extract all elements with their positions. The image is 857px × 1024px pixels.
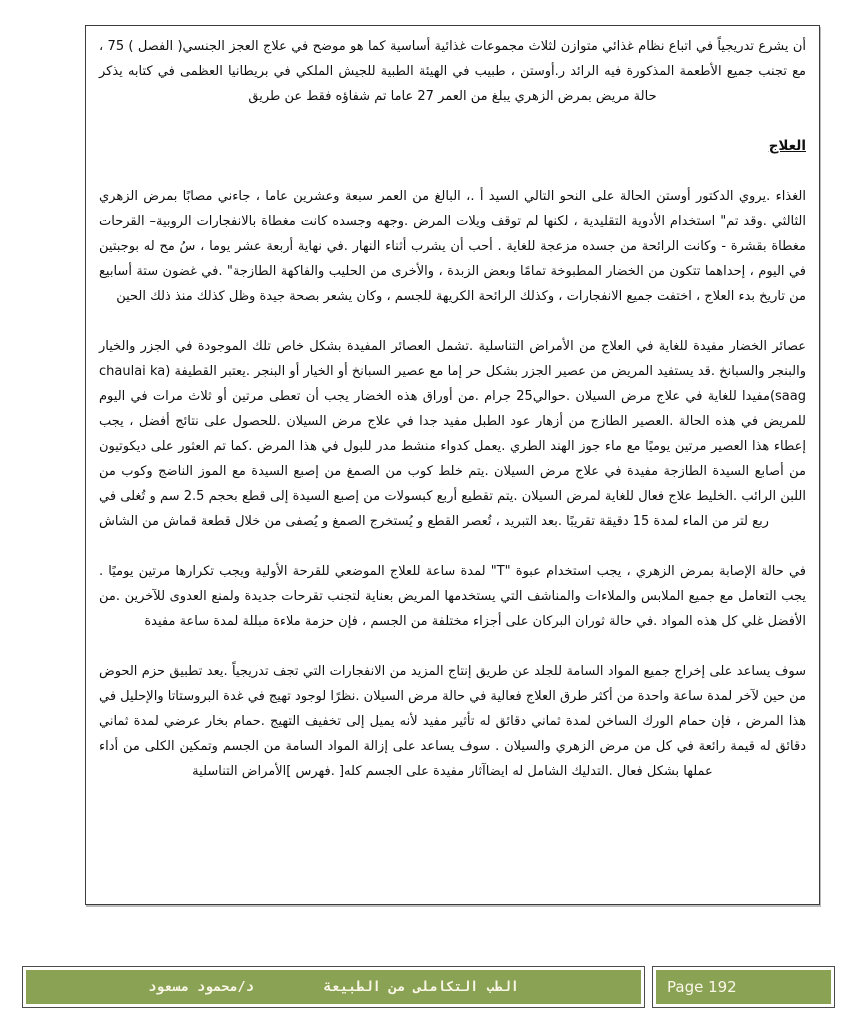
body-paragraph-vegetable-juices: عصائر الخضار مفيدة للغاية في العلاج من الأمراض التناسلية .تشمل العصائر المفيدة بشكل خاص تلك الموجودة في الجزر والخيار والبنجر والسبانخ .قد يستفيد المريض من عصير الجزر بشكل حر إما مع عصير السبانخ أو الخيار أو البنجر .يعتبر القطيفة (chaulai ka saag)مفيدا للغاية في علاج مرض السيلان .حوالي25 جرام .من أوراق هذه الخضار يجب أن تعطى مرتين أو ثلاث مرات في اليوم للمريض في هذه الحالة .العصير الطازج من أزهار عود الطبل مفيد جدا في علاج مرض السيلان .للحصول على نتائج أفضل ، يجب إعطاء هذا العصير مرتين يوميًا مع ماء جوز الهند الطري .يعمل كدواء منشط مدر للبول في هذا المرض .كما تم العثور على ديكوتيون من أصابع السيدة الطازجة مفيدة في علاج مرض السيلان .يتم خلط كوب من الصمغ من إصبع السيدة مع الموز الناضج وكوب من اللبن الرائب .الخليط علاج فعال للغاية لمرض السيلان .يتم تقطيع أربع كبسولات من إصبع السيدة إلى قطع بحجم 2.5 سم و تُغلى في ربع لتر من الماء لمدة 15 دقيقة تقريبًا .بعد التبريد ، تُعصر القطع و يُستخرج الصمغ و يُصفى من خلال قطعة قماش من الشاش <box>99 339 806 529</box>
footer-title-box <box>22 966 645 1008</box>
footer-page-bar <box>656 970 831 1004</box>
footer-title-bar <box>26 970 641 1004</box>
footer-page-box <box>652 966 835 1008</box>
footer-author: د/محمود مسعود <box>148 979 254 995</box>
body-paragraph-toxic-elimination: سوف يساعد على إخراج جميع المواد السامة للجلد عن طريق إنتاج المزيد من الانفجارات التي تجف تدريجياً .يعد تطبيق حزم الحوض من حين لآخر لمدة ساعة واحدة من أكثر طرق العلاج فعالية في حالة مرض السيلان .نظرًا لوجود تهيج في غدة البروستاتا والإحليل في هذا المرض ، فإن حمام الورك الساخن لمدة ثماني دقائق له تأثير مفيد لأنه يميل إلى تخفيف التهيج .حمام بخار عرضي لمدة ثماني دقائق له قيمة رائعة في كل من مرض الزهري والسيلان . سوف يساعد على إزالة المواد السامة من الجسم وتمكين الكلى من أداء عملها بشكل فعال .التدليك الشامل له ايضاآثار مفيدة على الجسم كله[ .فهرس ]الأمراض التناسلية <box>99 664 806 779</box>
treatment-section-heading: العلاج <box>768 138 806 154</box>
footer-page-number: Page 192 <box>667 978 737 996</box>
body-paragraph-case-story: الغذاء .يروي الدكتور أوستن الحالة على النحو التالي السيد أ .، البالغ من العمر سبعة وعشرين عاما ، جاءني مصابًا بمرض الزهري الثالثي .وقد تم" استخدام الأدوية التقليدية ، لكنها لم توقف ويلات المرض .وجهه وجسده كانت مغطاة بالانفجارات الروبية– القرحات مغطاة بقشرة - وكانت الرائحة من جسده مزعجة للغاية . أحب أن يشرب أثناء النهار .في نهاية أربعة عشر يوما ، سُ مح له بوجبتين في اليوم ، إحداهما تتكون من الخضار المطبوخة تمامًا وبعض الزبدة ، والأخرى من الحليب والفاكهة الطازجة" .في غضون ستة أسابيع من تاريخ بدء العلاج ، اختفت جميع الانفجارات ، وكذلك الرائحة الكريهة للجسم ، وكان يشعر بصحة جيدة وظل كذلك منذ ذلك الحين <box>99 189 806 304</box>
body-paragraph-syphilis-care: في حالة الإصابة بمرض الزهري ، يجب استخدام عبوة "T" لمدة ساعة للعلاج الموضعي للقرحة الأولية ويجب تكرارها مرتين يوميًا . يجب التعامل مع جميع الملابس والملاءات والمناشف التي يستخدمها المريض بعناية لتجنب تقرحات جديدة ولمنع العدوى للآخرين .من الأفضل غلي كل هذه المواد .في حالة ثوران البركان على أجزاء مختلفة من الجسم ، فإن حزمة ملاءة مبللة لمدة ساعة مفيدة <box>99 564 806 629</box>
body-paragraph-continuation: أن يشرع تدريجياً في اتباع نظام غذائي متوازن لثلاث مجموعات غذائية أساسية كما هو موضح في علاج العجز الجنسي( الفصل ) 75 ، مع تجنب جميع الأطعمة المذكورة فيه الرائد ر.أوستن ، طبيب في الهيئة الطبية للجيش الملكي في بريطانيا العظمى في كتابه يذكر حالة مريض بمرض الزهري يبلغ من العمر 27 عاما تم شفاؤه فقط عن طريق <box>99 39 807 104</box>
footer-book-title: الطب التكاملى من الطبيعة <box>323 979 519 995</box>
page-footer <box>22 966 835 1008</box>
document-text-frame <box>85 25 820 905</box>
